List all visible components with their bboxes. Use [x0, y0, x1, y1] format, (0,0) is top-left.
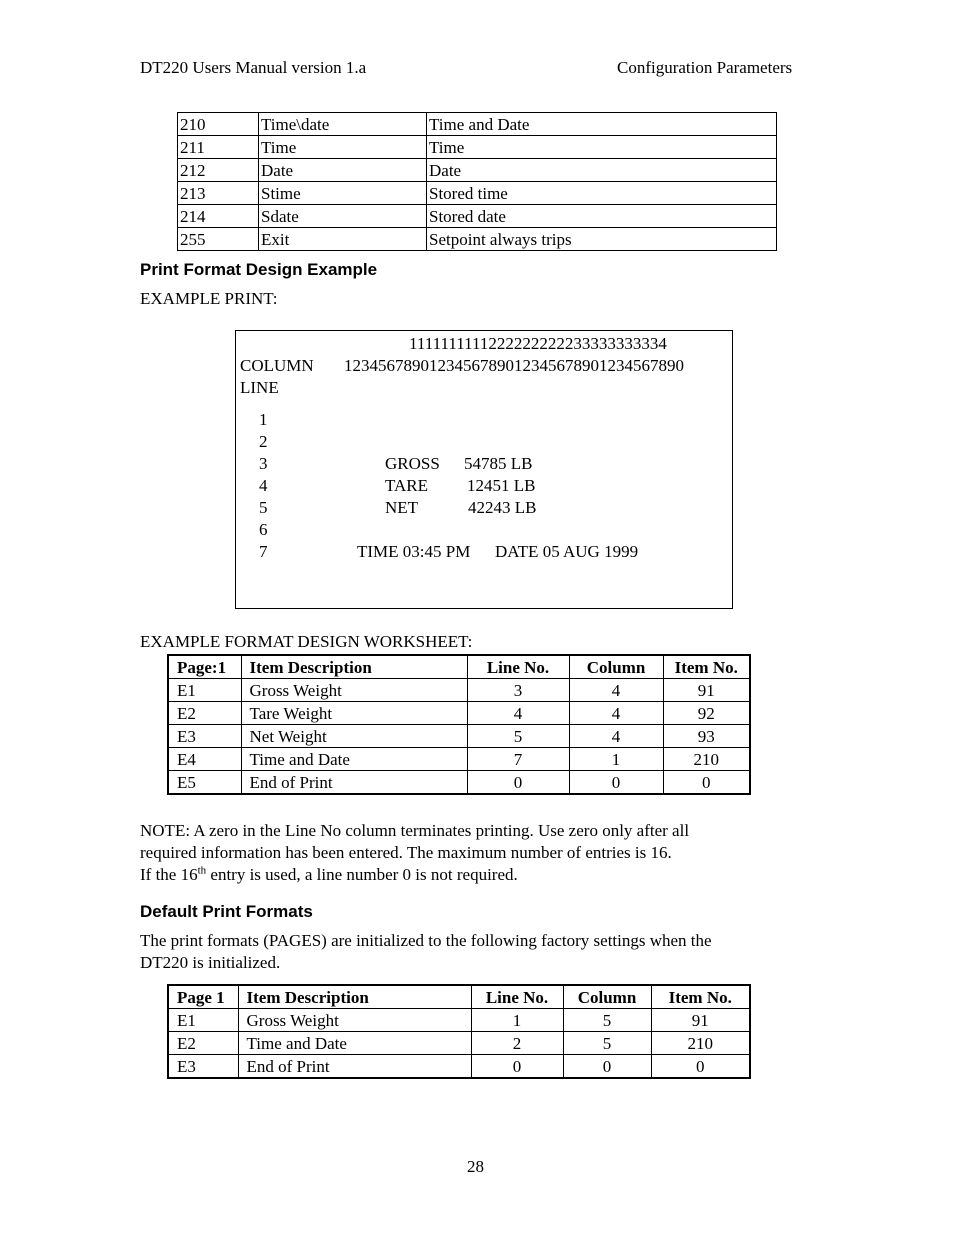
note-line-3-end: entry is used, a line number 0 is not required.: [206, 865, 518, 884]
col-header-item-description: Item Description: [238, 985, 471, 1009]
table-cell: Time\date: [259, 113, 427, 136]
table-cell: Time: [259, 136, 427, 159]
col-header-item-no: Item No.: [651, 985, 750, 1009]
line-number: 1: [259, 410, 268, 429]
heading-default-print-formats: Default Print Formats: [140, 902, 313, 921]
table-cell: 0: [651, 1055, 750, 1079]
table-cell: E5: [168, 771, 241, 795]
table-cell: Net Weight: [241, 725, 467, 748]
line-number: 2: [259, 432, 268, 451]
table-cell: 3: [467, 679, 569, 702]
table-cell: Stored date: [427, 205, 777, 228]
table-cell: Time and Date: [241, 748, 467, 771]
net-label: NET: [385, 498, 419, 517]
example-print-label: EXAMPLE PRINT:: [140, 289, 278, 308]
line-number: 3: [259, 454, 268, 473]
table-cell: E1: [168, 1009, 238, 1032]
gross-label: GROSS: [385, 454, 440, 473]
table-cell: Setpoint always trips: [427, 228, 777, 251]
col-header-page: Page 1: [168, 985, 238, 1009]
table-row: [168, 771, 750, 795]
table-cell: Tare Weight: [241, 702, 467, 725]
table-cell: E4: [168, 748, 241, 771]
table-cell: 4: [569, 679, 663, 702]
table-header-row: [168, 655, 750, 679]
net-value: 42243 LB: [468, 498, 537, 517]
table-cell: 4: [467, 702, 569, 725]
table-cell: Time: [427, 136, 777, 159]
table-cell: 0: [563, 1055, 651, 1079]
col-header-item-no: Item No.: [663, 655, 750, 679]
col-header-page: Page:1: [168, 655, 241, 679]
tare-value: 12451 LB: [467, 476, 536, 495]
table-row: [178, 228, 777, 251]
default-formats-table: [167, 984, 751, 1079]
line-label: LINE: [240, 378, 279, 397]
table-row: [178, 159, 777, 182]
table-row: [168, 1032, 750, 1055]
worksheet-table: [167, 654, 751, 795]
table-cell: E2: [168, 1032, 238, 1055]
header-section: Configuration Parameters: [617, 58, 793, 77]
table-cell: Exit: [259, 228, 427, 251]
table-cell: 0: [471, 1055, 563, 1079]
table-cell: Date: [427, 159, 777, 182]
col-header-column: Column: [563, 985, 651, 1009]
column-units-row: 1234567890123456789012345678901234567890: [344, 356, 684, 375]
note-line-3: [140, 865, 518, 885]
col-header-line-no: Line No.: [467, 655, 569, 679]
table-cell: 255: [178, 228, 259, 251]
para-line-2: DT220 is initialized.: [140, 953, 281, 972]
table-cell: Time and Date: [427, 113, 777, 136]
table-cell: 91: [651, 1009, 750, 1032]
line-number: 7: [259, 542, 268, 561]
table-cell: 5: [563, 1009, 651, 1032]
note-line-1: NOTE: A zero in the Line No column terminates printing. Use zero only after all: [140, 821, 690, 840]
table-cell: Sdate: [259, 205, 427, 228]
table-cell: E3: [168, 1055, 238, 1079]
table-cell: 212: [178, 159, 259, 182]
line-number: 6: [259, 520, 268, 539]
table-row: [178, 136, 777, 159]
table-row: [168, 1009, 750, 1032]
table-cell: Stime: [259, 182, 427, 205]
table-cell: 210: [663, 748, 750, 771]
table-cell: 211: [178, 136, 259, 159]
table-row: [168, 679, 750, 702]
table-cell: Gross Weight: [241, 679, 467, 702]
col-header-item-description: Item Description: [241, 655, 467, 679]
gross-value: 54785 LB: [464, 454, 533, 473]
table-cell: Date: [259, 159, 427, 182]
table-cell: 5: [563, 1032, 651, 1055]
superscript-th: th: [197, 864, 207, 877]
column-tens-row: 1111111111222222222233333333334: [409, 334, 667, 353]
table-cell: 0: [663, 771, 750, 795]
table-cell: 92: [663, 702, 750, 725]
example-print-box: [235, 330, 733, 609]
table-cell: 7: [467, 748, 569, 771]
header-title: DT220 Users Manual version 1.a: [140, 58, 367, 77]
table-cell: 210: [178, 113, 259, 136]
table-cell: 1: [471, 1009, 563, 1032]
table-cell: 2: [471, 1032, 563, 1055]
para-line-1: The print formats (PAGES) are initialized to the following factory settings when the: [140, 931, 712, 950]
table-row: [178, 205, 777, 228]
time-text: TIME 03:45 PM: [357, 542, 471, 561]
table-cell: Stored time: [427, 182, 777, 205]
table-cell: 213: [178, 182, 259, 205]
table-row: [168, 748, 750, 771]
table-cell: E2: [168, 702, 241, 725]
table-header-row: [168, 985, 750, 1009]
table-cell: 0: [467, 771, 569, 795]
col-header-line-no: Line No.: [471, 985, 563, 1009]
note-line-3-start: If the 16: [140, 865, 198, 884]
table-cell: 91: [663, 679, 750, 702]
table-cell: E3: [168, 725, 241, 748]
table-cell: 1: [569, 748, 663, 771]
parameter-table: [177, 112, 777, 251]
table-cell: 4: [569, 702, 663, 725]
line-number: 4: [259, 476, 268, 495]
worksheet-label: EXAMPLE FORMAT DESIGN WORKSHEET:: [140, 632, 473, 651]
table-cell: Time and Date: [238, 1032, 471, 1055]
table-cell: 0: [569, 771, 663, 795]
table-cell: 214: [178, 205, 259, 228]
table-cell: End of Print: [238, 1055, 471, 1079]
table-row: [168, 702, 750, 725]
column-label: COLUMN: [240, 356, 314, 375]
heading-print-format-design-example: Print Format Design Example: [140, 260, 378, 279]
col-header-column: Column: [569, 655, 663, 679]
table-cell: 210: [651, 1032, 750, 1055]
table-cell: 4: [569, 725, 663, 748]
table-cell: 5: [467, 725, 569, 748]
table-cell: End of Print: [241, 771, 467, 795]
table-row: [168, 725, 750, 748]
table-cell: 93: [663, 725, 750, 748]
line-number: 5: [259, 498, 268, 517]
table-row: [178, 113, 777, 136]
table-cell: Gross Weight: [238, 1009, 471, 1032]
table-cell: E1: [168, 679, 241, 702]
tare-label: TARE: [385, 476, 429, 495]
note-line-2: required information has been entered. The maximum number of entries is 16.: [140, 843, 672, 862]
date-text: DATE 05 AUG 1999: [495, 542, 639, 561]
table-row: [168, 1055, 750, 1079]
table-row: [178, 182, 777, 205]
page-number: 28: [467, 1157, 484, 1176]
